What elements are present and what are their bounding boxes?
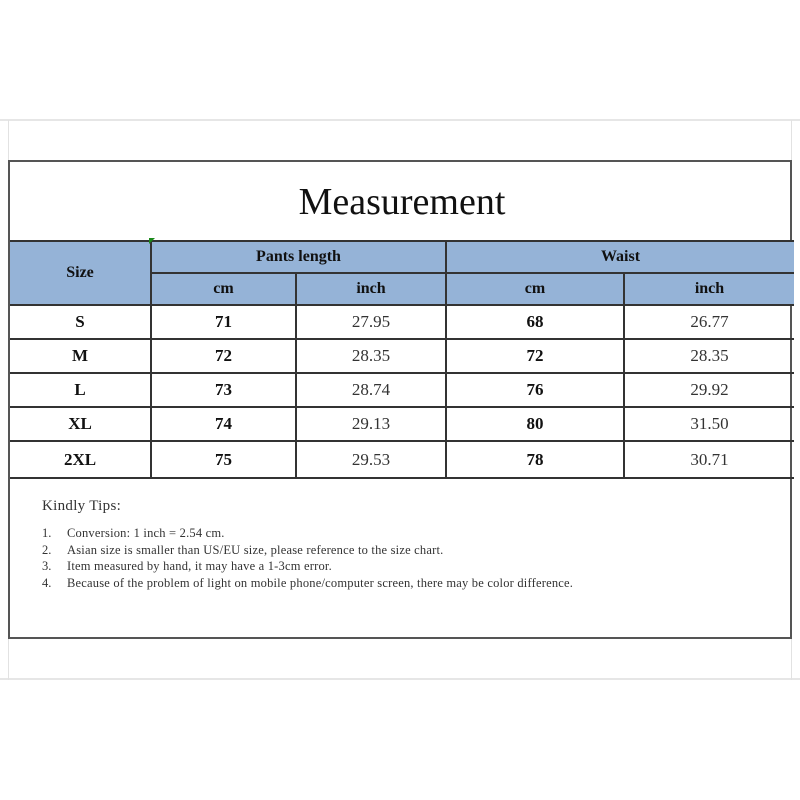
tip-number: 2. <box>42 542 52 557</box>
cell-comment-marker-icon <box>149 238 155 244</box>
cell-pants-inch: 29.53 <box>296 441 446 478</box>
header-size: Size <box>10 241 151 305</box>
cell-size: M <box>10 339 151 373</box>
header-waist: Waist <box>446 241 794 273</box>
tips-list <box>42 525 790 591</box>
cell-waist-inch: 28.35 <box>624 339 794 373</box>
table-row <box>10 407 794 441</box>
cell-waist-cm: 76 <box>446 373 624 407</box>
tip-item <box>42 525 790 542</box>
tips-section <box>10 476 790 591</box>
tip-item <box>42 575 790 592</box>
cell-size: S <box>10 305 151 339</box>
cell-waist-cm: 80 <box>446 407 624 441</box>
cell-pants-cm: 71 <box>151 305 296 339</box>
table-row <box>10 373 794 407</box>
header-waist-inch: inch <box>624 273 794 305</box>
table-row <box>10 339 794 373</box>
cell-waist-cm: 78 <box>446 441 624 478</box>
header-pants-inch: inch <box>296 273 446 305</box>
tip-number: 4. <box>42 575 52 590</box>
tip-item <box>42 558 790 575</box>
page-edge-top <box>0 119 800 121</box>
tip-text: Asian size is smaller than US/EU size, please reference to the size chart. <box>67 542 444 557</box>
header-pants-length: Pants length <box>151 241 446 273</box>
table-row <box>10 305 794 339</box>
tip-item <box>42 542 790 559</box>
cell-size: 2XL <box>10 441 151 478</box>
cell-pants-inch: 28.35 <box>296 339 446 373</box>
cell-pants-cm: 72 <box>151 339 296 373</box>
cell-pants-inch: 27.95 <box>296 305 446 339</box>
tip-number: 1. <box>42 526 52 540</box>
header-row-groups <box>10 241 794 273</box>
cell-pants-inch: 29.13 <box>296 407 446 441</box>
tip-text: Conversion: 1 inch = 2.54 cm. <box>67 526 225 540</box>
cell-pants-cm: 73 <box>151 373 296 407</box>
title-row <box>10 162 794 241</box>
cell-waist-inch: 30.71 <box>624 441 794 478</box>
tips-title: Kindly Tips: <box>42 498 122 514</box>
tip-text: Because of the problem of light on mobile phone/computer screen, there may be color difference. <box>67 575 574 590</box>
cell-pants-cm: 74 <box>151 407 296 441</box>
cell-waist-cm: 72 <box>446 339 624 373</box>
cell-waist-inch: 31.50 <box>624 407 794 441</box>
tip-number: 3. <box>42 559 52 573</box>
size-chart-sheet <box>8 160 792 639</box>
tip-text: Item measured by hand, it may have a 1-3cm error. <box>67 559 332 573</box>
table-row <box>10 441 794 478</box>
cell-waist-cm: 68 <box>446 305 624 339</box>
cell-size: L <box>10 373 151 407</box>
size-chart-table <box>10 162 794 479</box>
cell-waist-inch: 29.92 <box>624 373 794 407</box>
page-title: Measurement <box>10 162 794 241</box>
header-waist-cm: cm <box>446 273 624 305</box>
cell-size: XL <box>10 407 151 441</box>
page-edge-bottom <box>0 678 800 680</box>
cell-pants-cm: 75 <box>151 441 296 478</box>
cell-pants-inch: 28.74 <box>296 373 446 407</box>
header-pants-cm: cm <box>151 273 296 305</box>
cell-waist-inch: 26.77 <box>624 305 794 339</box>
